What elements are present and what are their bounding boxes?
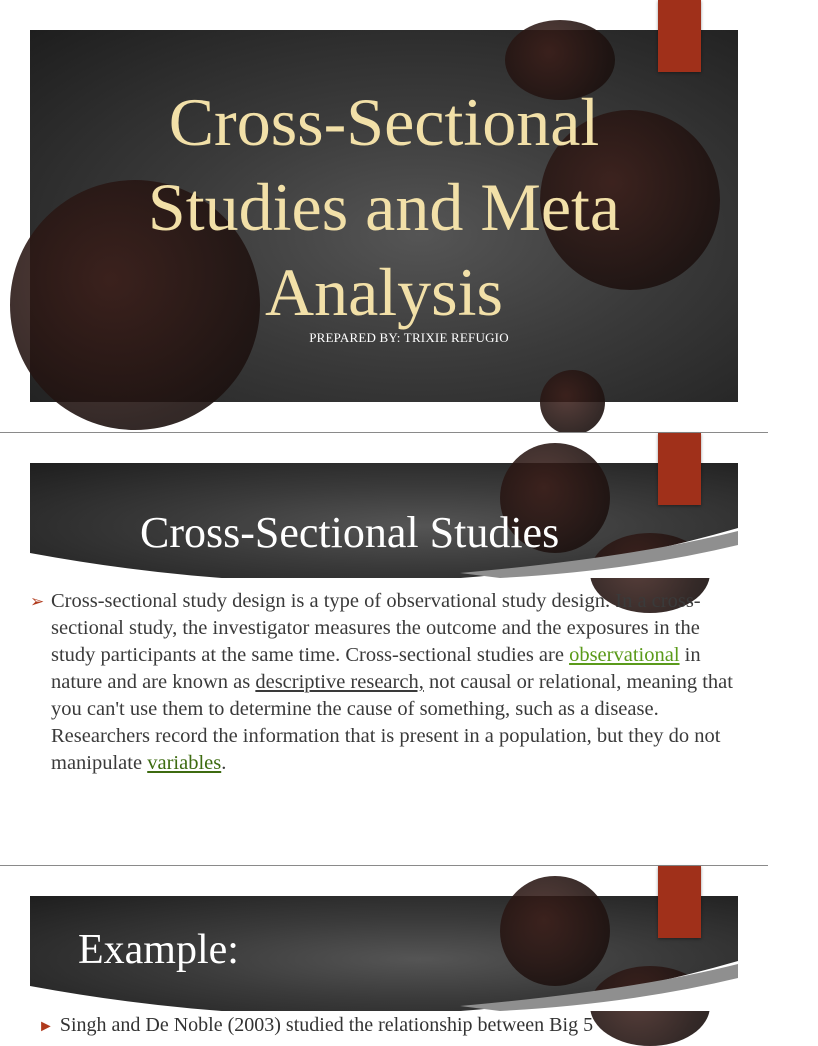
arrow-bullet-icon: ➢ — [30, 592, 45, 611]
variables-link[interactable]: variables — [147, 752, 222, 774]
slide-title — [0, 80, 768, 335]
bullet-text: Singh and De Noble (2003) studied the relationship between Big 5 — [59, 1014, 594, 1036]
accent-tab — [658, 866, 701, 938]
bullet-text-part: . — [221, 752, 227, 774]
accent-tab — [658, 433, 701, 505]
observational-link[interactable]: observational — [569, 644, 680, 666]
title-line: Studies and Meta — [147, 169, 621, 245]
title-line: Cross-Sectional — [168, 84, 600, 160]
accent-tab — [658, 0, 701, 72]
descriptive-research-link[interactable]: descriptive research, — [255, 671, 424, 693]
title-line: Analysis — [265, 254, 503, 330]
slide-heading: Example: — [78, 927, 239, 973]
content-slide — [0, 433, 768, 865]
title-slide — [0, 0, 768, 432]
bullet-text — [51, 588, 740, 777]
slide-heading: Cross-Sectional Studies — [140, 508, 560, 557]
bullet-text-part: Cross-sectional study design is a type of observational study design. In a cross-sectional study, the investigator measures the outcome and the exposures in the study participants at the same time. Cross-sectional studies are — [51, 590, 701, 666]
example-slide — [0, 866, 768, 1036]
decor-circle — [540, 370, 605, 435]
bullet-text-part: not causal or relational, meaning that you can't use them to determine the cause of something, such as a disease. Researchers record the information that is present in a population, but they do not manipulate — [51, 671, 733, 774]
bullet-text-part: in nature and are known as — [51, 644, 701, 693]
slide-subtitle: PREPARED BY: TRIXIE REFUGIO — [309, 330, 509, 345]
triangle-bullet-icon: ► — [38, 1018, 54, 1035]
bullet-item — [38, 1013, 593, 1039]
bullet-item — [30, 588, 740, 777]
